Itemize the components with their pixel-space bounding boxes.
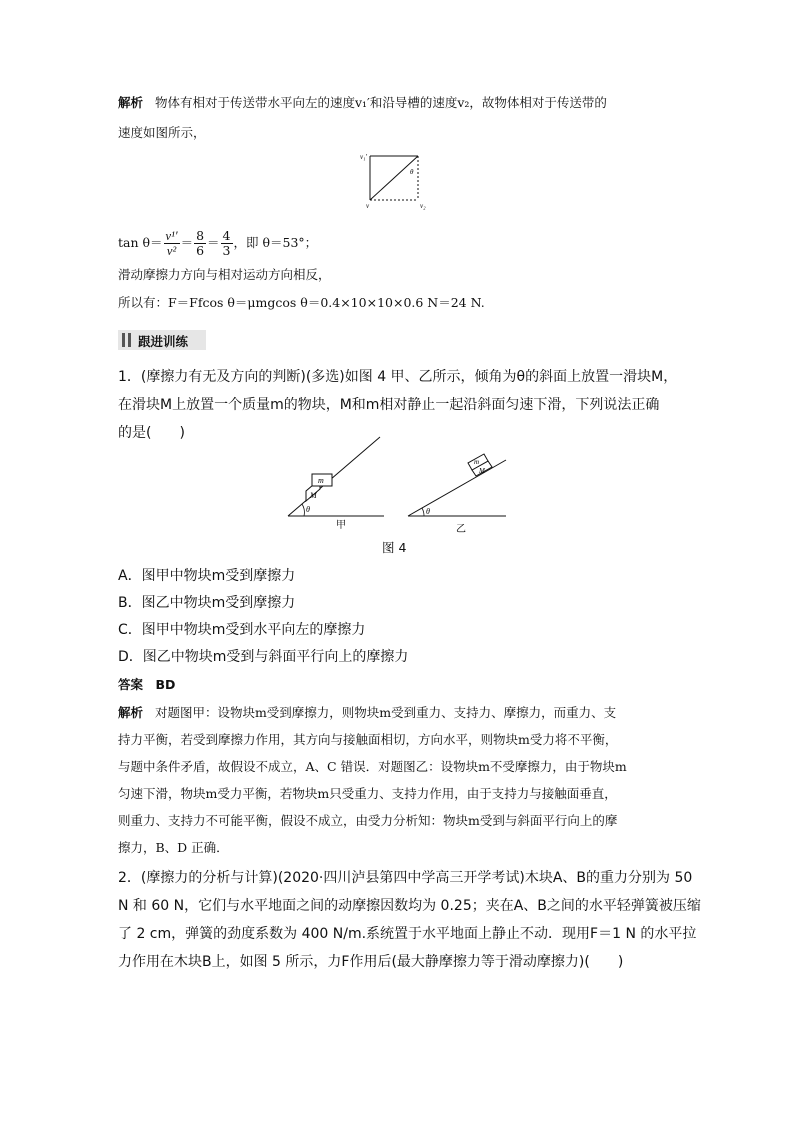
q1-line-3: 的是( ) xyxy=(118,425,185,441)
analysis-text-1: 物体有相对于传送带水平向左的速度v₁′和沿导槽的速度v₂，故物体相对于传送带的 xyxy=(154,95,607,110)
option-b: B．图乙中物块m受到摩擦力 xyxy=(118,595,296,611)
frac-8-6-den: 6 xyxy=(196,243,205,258)
v2-label: v₂ xyxy=(420,202,426,210)
q1-analysis-text-1: 对题图甲：设物块m受到摩擦力，则物块m受到重力、支持力、摩擦力，而重力、支 xyxy=(154,705,617,720)
frac-8-6 xyxy=(194,229,206,258)
frac-velocity-den: v² xyxy=(166,244,177,258)
q2-line-3: 了 2 cm，弹簧的劲度系数为 400 N/m.系统置于水平地面上静止不动．现用F＝1 N 的水平拉 xyxy=(118,926,697,942)
q2-line-1: 2．(摩擦力的分析与计算)(2020·四川泸县第四中学高三开学考试)木块A、B的重力分别为 50 xyxy=(118,870,693,886)
analysis-label: 解析 xyxy=(118,95,144,110)
frac-velocity xyxy=(164,229,180,258)
analysis-line-5: 所以有：F＝Ffcos θ＝μmgcos θ＝0.4×10×10×0.6 N＝24 N. xyxy=(118,295,485,310)
figure-4-caption: 图 4 xyxy=(382,540,407,555)
q1-analysis-line-2: 持力平衡，若受到摩擦力作用，其方向与接触面相切，方向水平，则物块m受力将不平衡， xyxy=(118,732,618,747)
option-a: A．图甲中物块m受到摩擦力 xyxy=(118,568,296,584)
q1-analysis-line-6: 擦力，B、D 正确． xyxy=(118,840,229,855)
analysis-line-1 xyxy=(118,94,607,112)
incline-line xyxy=(408,460,506,516)
option-d: D．图乙中物块m受到与斜面平行向上的摩擦力 xyxy=(118,649,409,665)
q2-line-2: N 和 60 N，它们与水平地面之间的动摩擦因数均为 0.25；夹在A、B之间的水平轻弹簧被压缩 xyxy=(118,898,701,914)
m-label: m xyxy=(474,458,480,466)
q1-line-2: 在滑块M上放置一个质量m的物块，M和m相对静止一起沿斜面匀速下滑，下列说法正确 xyxy=(118,397,660,413)
q1-analysis-line-1 xyxy=(118,704,616,722)
caption-jia: 甲 xyxy=(336,520,346,531)
q1-analysis-line-3: 与题中条件矛盾，故假设不成立，A、C 错误．对题图乙：设物块m不受摩擦力，由于物块m xyxy=(118,759,627,774)
velocity-diagram xyxy=(360,148,435,214)
frac-8-6-num: 8 xyxy=(196,228,205,243)
tan-formula: tan θ＝ $\frac{\text{v¹′}}{\text{v²}}$ ＝ $\frac{8}{6}$ ＝ $\frac{4}{3}$ ，即 θ＝53°； xyxy=(118,228,318,258)
tan-prefix: tan θ＝ xyxy=(118,235,163,250)
angle-arc xyxy=(302,504,304,516)
frac-4-3-den: 3 xyxy=(222,243,231,258)
frac-4-3 xyxy=(221,229,233,258)
q1-answer: 答案 BD xyxy=(118,677,176,692)
theta-label: θ xyxy=(410,168,414,176)
v1p-label: v₁′ xyxy=(360,153,368,161)
resultant-vector xyxy=(370,156,418,200)
analysis-line-2: 速度如图所示， xyxy=(118,125,206,140)
M-label: M xyxy=(479,467,485,475)
m-label: m xyxy=(318,476,324,485)
q1-line-1: 1．(摩擦力有无及方向的判断)(多选)如图 4 甲、乙所示，倾角为θ的斜面上放置一滑块M， xyxy=(118,369,678,385)
q2-line-4: 力作用在木块B上，如图 5 所示，力F作用后(最大静摩擦力等于滑动摩擦力)( ) xyxy=(118,954,624,970)
section-bar-2 xyxy=(128,333,131,347)
tan-suffix: ，即 θ＝53°； xyxy=(233,235,318,250)
theta-label: θ xyxy=(426,507,430,516)
option-c: C．图甲中物块m受到水平向左的摩擦力 xyxy=(118,622,366,638)
M-label: M xyxy=(310,491,317,500)
section-title: 跟进训练 xyxy=(138,334,189,349)
theta-label: θ xyxy=(306,505,310,514)
q1-analysis-label: 解析 xyxy=(118,705,144,720)
figure-4-jia xyxy=(286,432,386,532)
section-bar-1 xyxy=(122,333,125,347)
q1-analysis-line-5: 则重力、支持力不可能平衡，假设不成立，由受力分析知：物块m受到与斜面平行向上的摩 xyxy=(118,813,618,828)
analysis-line-4: 滑动摩擦力方向与相对运动方向相反， xyxy=(118,267,331,282)
section-tag xyxy=(118,330,206,350)
angle-arc xyxy=(422,508,424,516)
caption-yi: 乙 xyxy=(456,524,466,535)
frac-4-3-num: 4 xyxy=(222,228,231,243)
v-label: v xyxy=(366,202,370,210)
frac-velocity-num: v¹′ xyxy=(165,229,178,243)
q1-analysis-line-4: 匀速下滑，物块m受力平衡，若物块m只受重力、支持力作用，由于支持力与接触面垂直， xyxy=(118,786,617,801)
figure-4-yi xyxy=(406,452,510,536)
